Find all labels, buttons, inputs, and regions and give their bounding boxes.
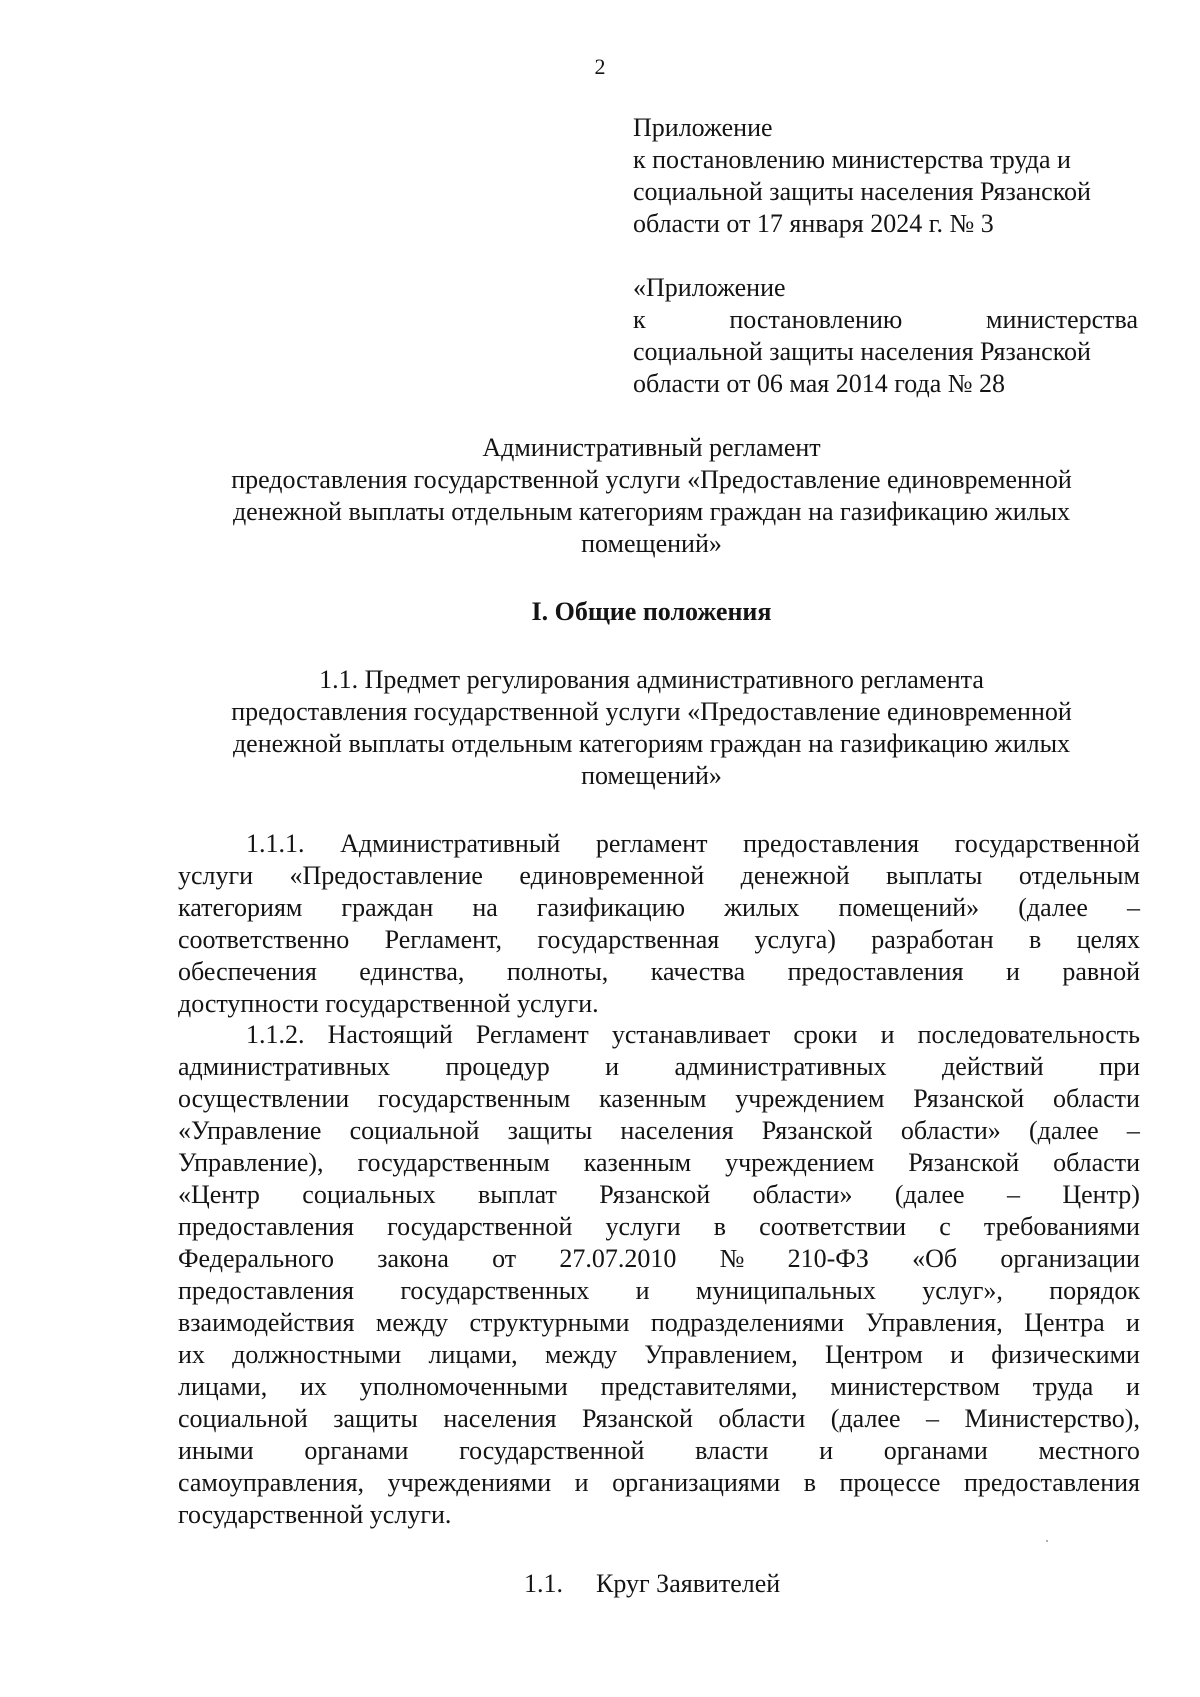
paragraph-1-1-2 — [178, 1019, 1140, 1531]
paragraph-line — [178, 1435, 1140, 1467]
paragraph-line — [178, 956, 1140, 988]
paragraph-word: – — [1126, 893, 1140, 922]
paragraph-line — [178, 1115, 1140, 1147]
paragraph-word: качества — [650, 957, 746, 986]
paragraph-word: регламент — [595, 829, 708, 858]
paragraph-word: социальной — [178, 1404, 308, 1433]
paragraph-word: разработан — [871, 925, 994, 954]
paragraph-word: Министерство), — [964, 1404, 1140, 1433]
paragraph-word: государственных — [400, 1276, 590, 1305]
paragraph-line — [178, 1339, 1140, 1371]
paragraph-word: единства, — [359, 957, 465, 986]
paragraph-word: Центром — [824, 1340, 923, 1369]
subsection-heading — [175, 664, 1128, 792]
paragraph-word: Рязанской — [599, 1180, 711, 1209]
subsection-line: денежной выплаты отдельным категориям граждан на газификацию жилых — [232, 729, 1071, 758]
paragraph-word: министерством — [830, 1372, 1000, 1401]
paragraph-word: и — [574, 1468, 589, 1497]
paragraph-word: при — [1099, 1052, 1140, 1081]
paragraph-word: области — [718, 1404, 806, 1433]
paragraph-word: категориям — [178, 893, 303, 922]
paragraph-word: процессе — [839, 1468, 941, 1497]
paragraph-word: государственным — [357, 1148, 550, 1177]
subsection-line: помещений» — [581, 761, 722, 790]
paragraph-word: и — [950, 1340, 965, 1369]
page-number: 2 — [594, 54, 606, 79]
paragraph-word: между — [544, 1340, 618, 1369]
paragraph-word: Управление), — [178, 1148, 324, 1177]
paragraph-word: предоставления — [178, 1212, 354, 1241]
paragraph-word: Федерального — [178, 1244, 335, 1273]
paragraph-word: защиты — [333, 1404, 418, 1433]
appendix-header-new — [633, 112, 1138, 240]
paragraph-word: социальной — [349, 1116, 480, 1145]
paragraph-word: области» — [900, 1116, 1001, 1145]
paragraph-word: и — [1126, 1308, 1140, 1337]
title-line: Административный регламент — [482, 433, 821, 462]
paragraph-word: и — [880, 1020, 895, 1049]
paragraph-word: казенным — [599, 1084, 707, 1113]
paragraph-word: услуги — [605, 1212, 681, 1241]
paragraph-word: защиты — [507, 1116, 593, 1145]
paragraph-line — [178, 860, 1140, 892]
paragraph-word: действий — [942, 1052, 1044, 1081]
paragraph-word: подразделениями — [650, 1308, 845, 1337]
paragraph-word: государственная — [537, 925, 720, 954]
paragraph-word: Рязанской — [913, 1084, 1025, 1113]
paragraph-word: структурными — [469, 1308, 630, 1337]
paragraph-line — [178, 1467, 1140, 1499]
paragraph-word: между — [375, 1308, 449, 1337]
paragraph-word: труда — [1032, 1372, 1094, 1401]
paragraph-word: области — [1053, 1084, 1140, 1113]
paragraph-word: на — [472, 893, 498, 922]
paragraph-word: Регламент — [475, 1020, 589, 1049]
applicants-heading-label: Круг Заявителей — [596, 1569, 781, 1598]
paragraph-word: в — [713, 1212, 727, 1241]
paragraph-word: «Центр — [178, 1180, 260, 1209]
document-title — [175, 432, 1128, 560]
paragraph-last-line: доступности государственной услуги. — [178, 989, 599, 1018]
paragraph-word: представителями, — [600, 1372, 798, 1401]
paragraph-line — [178, 1083, 1140, 1115]
paragraph-word: 27.07.2010 — [559, 1244, 677, 1273]
paragraph-word: услуг», — [922, 1276, 1003, 1305]
paragraph-word: выплаты — [886, 861, 983, 890]
subsection-line: 1.1. Предмет регулирования административного регламента — [319, 665, 984, 694]
paragraph-word: газификацию — [536, 893, 686, 922]
paragraph-word: и — [635, 1276, 650, 1305]
paragraph-word: области» — [752, 1180, 853, 1209]
paragraph-word: предоставления — [743, 829, 920, 858]
paragraph-last-line: государственной услуги. — [178, 1500, 452, 1529]
paragraph-word: в — [803, 1468, 816, 1497]
paragraph-word: отдельным — [1018, 861, 1140, 890]
paragraph-word: устанавливает — [611, 1020, 771, 1049]
applicants-heading-number: 1.1. — [524, 1569, 563, 1598]
paragraph-line — [178, 924, 1140, 956]
paragraph-word: предоставления — [787, 957, 964, 986]
paragraph-word: лицами, — [428, 1340, 518, 1369]
paragraph-word: и — [605, 1052, 620, 1081]
appendix-old-line-spread — [633, 304, 1138, 336]
paragraph-word: их — [300, 1372, 327, 1401]
paragraph-word: полноты, — [506, 957, 609, 986]
paragraph-line — [178, 1403, 1140, 1435]
paragraph-line — [178, 1371, 1140, 1403]
appendix-new-line: социальной защиты населения Рязанской — [633, 177, 1091, 206]
paragraph-word: «Управление — [178, 1116, 322, 1145]
paragraph-word: (далее — [1029, 1116, 1099, 1145]
paragraph-word: учреждением — [725, 1148, 875, 1177]
paragraph-word: и — [1126, 1372, 1140, 1401]
paragraph-word: – — [1126, 1116, 1140, 1145]
paragraph-word: Рязанской — [581, 1404, 693, 1433]
paragraph-word: административных — [674, 1052, 887, 1081]
paragraph-line — [178, 1019, 1140, 1051]
scan-speck — [1046, 1540, 1048, 1542]
paragraph-word: последовательность — [917, 1020, 1140, 1049]
paragraph-word: казенным — [583, 1148, 692, 1177]
appendix-new-line: к постановлению министерства труда и — [633, 145, 1071, 174]
paragraph-word: Регламент, — [384, 925, 502, 954]
paragraph-word: населения — [443, 1404, 557, 1433]
paragraph-word: соответствии — [759, 1212, 907, 1241]
paragraph-word: учреждениями — [387, 1468, 552, 1497]
paragraph-word: органами — [883, 1436, 988, 1465]
paragraph-word: сроки — [793, 1020, 858, 1049]
paragraph-word: Центра — [1024, 1308, 1105, 1337]
paragraph-word: закона — [377, 1244, 449, 1273]
paragraph-word: органами — [304, 1436, 409, 1465]
paragraph-word: организации — [1000, 1244, 1140, 1273]
paragraph-word: граждан — [341, 893, 434, 922]
appendix-old-word: постановлению — [729, 305, 903, 334]
appendix-new-line: области от 17 января 2024 г. № 3 — [633, 209, 994, 238]
paragraph-word: (далее — [830, 1404, 901, 1433]
paragraph-word: 1.1.2. — [246, 1020, 305, 1049]
paragraph-word: их — [178, 1340, 205, 1369]
subsection-line: предоставления государственной услуги «Предоставление единовременной — [231, 697, 1072, 726]
paragraph-word: (далее — [894, 1180, 965, 1209]
appendix-old-line: социальной защиты населения Рязанской — [633, 337, 1091, 366]
paragraph-1-1-1 — [178, 828, 1140, 1020]
paragraph-word: уполномоченными — [359, 1372, 568, 1401]
paragraph-word: «Предоставление — [289, 861, 483, 890]
paragraph-line — [178, 1179, 1140, 1211]
paragraph-word: единовременной — [519, 861, 705, 890]
paragraph-word: целях — [1076, 925, 1140, 954]
paragraph-word: взаимодействия — [178, 1308, 355, 1337]
paragraph-word: и — [1005, 957, 1020, 986]
paragraph-word: государственной — [387, 1212, 573, 1241]
paragraph-word: предоставления — [178, 1276, 354, 1305]
paragraph-line — [178, 1051, 1140, 1083]
paragraph-word: Управлением, — [644, 1340, 798, 1369]
paragraph-word: учреждением — [735, 1084, 885, 1113]
paragraph-word: Настоящий — [327, 1020, 453, 1049]
paragraph-word: – — [926, 1404, 939, 1433]
paragraph-word: услуги — [178, 861, 254, 890]
paragraph-word: требованиями — [983, 1212, 1140, 1241]
section-heading: I. Общие положения — [531, 597, 772, 626]
paragraph-word: порядок — [1049, 1276, 1140, 1305]
paragraph-line — [178, 1307, 1140, 1339]
paragraph-word: (далее — [1018, 893, 1088, 922]
paragraph-word: Рязанской — [908, 1148, 1020, 1177]
paragraph-word: процедур — [445, 1052, 550, 1081]
paragraph-word: осуществлении — [178, 1084, 350, 1113]
paragraph-word: иными — [178, 1436, 254, 1465]
paragraph-word: № — [719, 1244, 745, 1273]
paragraph-word: социальных — [302, 1180, 436, 1209]
paragraph-line — [178, 1147, 1140, 1179]
paragraph-word: лицами, — [178, 1372, 268, 1401]
paragraph-word: услуга) — [754, 925, 836, 954]
paragraph-word: жилых — [724, 893, 800, 922]
paragraph-word: Административный — [340, 829, 561, 858]
paragraph-word: населения — [620, 1116, 734, 1145]
paragraph-line — [178, 1275, 1140, 1307]
paragraph-word: предоставления — [964, 1468, 1140, 1497]
paragraph-word: 1.1.1. — [246, 829, 305, 858]
paragraph-word: Рязанской — [761, 1116, 873, 1145]
paragraph-word: организациями — [612, 1468, 781, 1497]
appendix-header-old — [633, 272, 1138, 400]
paragraph-word: обеспечения — [178, 957, 317, 986]
paragraph-word: должностными — [232, 1340, 402, 1369]
paragraph-word: равной — [1062, 957, 1140, 986]
appendix-old-word: к — [633, 305, 646, 334]
paragraph-word: помещений» — [838, 893, 980, 922]
title-line: денежной выплаты отдельным категориям граждан на газификацию жилых — [232, 497, 1071, 526]
paragraph-word: от — [492, 1244, 517, 1273]
paragraph-word: – — [1006, 1180, 1020, 1209]
appendix-new-line: Приложение — [633, 113, 773, 142]
paragraph-word: местного — [1038, 1436, 1140, 1465]
paragraph-word: государственной — [954, 829, 1140, 858]
paragraph-word: и — [819, 1436, 834, 1465]
paragraph-word: самоуправления, — [178, 1468, 365, 1497]
paragraph-line — [178, 1243, 1140, 1275]
paragraph-word: 210-ФЗ — [787, 1244, 869, 1273]
paragraph-line — [178, 828, 1140, 860]
paragraph-word: в — [1028, 925, 1042, 954]
appendix-old-word: министерства — [985, 305, 1138, 334]
appendix-old-line: области от 06 мая 2014 года № 28 — [633, 369, 1006, 398]
paragraph-word: Управления, — [865, 1308, 1003, 1337]
paragraph-line — [178, 1211, 1140, 1243]
title-line: предоставления государственной услуги «Предоставление единовременной — [231, 465, 1072, 494]
paragraph-word: области — [1053, 1148, 1140, 1177]
paragraph-word: власти — [695, 1436, 769, 1465]
paragraph-word: выплат — [478, 1180, 557, 1209]
paragraph-word: с — [939, 1212, 951, 1241]
appendix-old-line: «Приложение — [633, 273, 786, 302]
paragraph-word: соответственно — [178, 925, 350, 954]
applicants-heading — [524, 1568, 780, 1600]
paragraph-word: физическими — [991, 1340, 1140, 1369]
title-line: помещений» — [581, 529, 722, 558]
paragraph-word: государственным — [377, 1084, 571, 1113]
paragraph-word: административных — [178, 1052, 390, 1081]
paragraph-word: «Об — [912, 1244, 958, 1273]
paragraph-word: государственной — [459, 1436, 645, 1465]
paragraph-word: муниципальных — [695, 1276, 876, 1305]
paragraph-word: денежной — [740, 861, 850, 890]
paragraph-word: Центр) — [1062, 1180, 1140, 1209]
paragraph-line — [178, 892, 1140, 924]
